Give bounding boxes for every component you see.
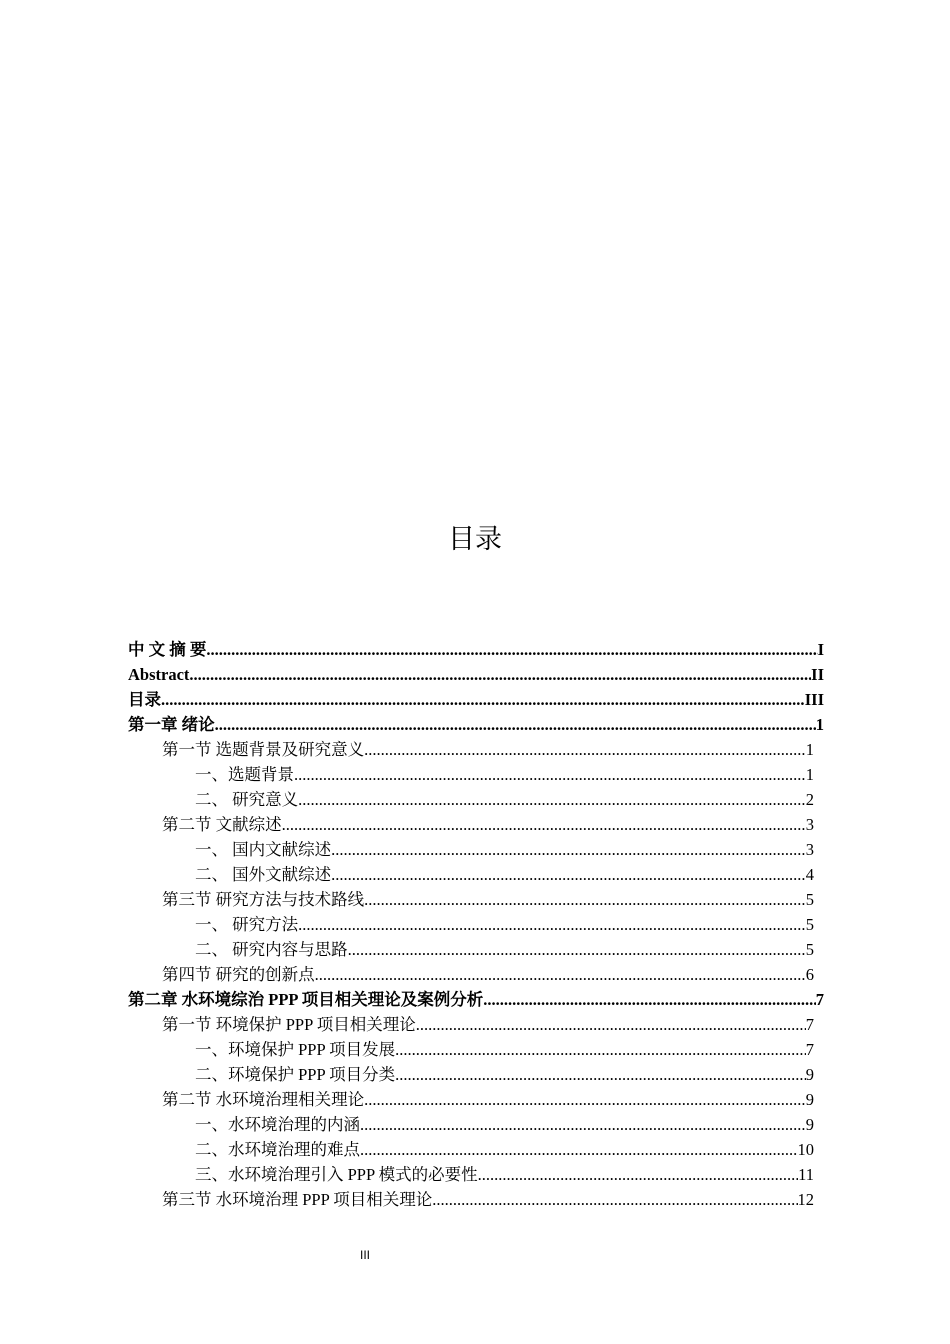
toc-entry-label: 第二节 水环境治理相关理论 xyxy=(162,1090,365,1109)
toc-dot-leader xyxy=(364,1087,806,1112)
toc-dot-leader xyxy=(416,1012,806,1037)
toc-entry[interactable] xyxy=(128,937,824,962)
toc-entry-label: 中 文 摘 要 xyxy=(128,640,207,659)
toc-entry-label: 第一章 绪论 xyxy=(128,715,215,734)
toc-entry-label: 二、 研究内容与思路 xyxy=(195,940,348,959)
toc-dot-leader xyxy=(331,837,806,862)
toc-entry[interactable] xyxy=(128,712,824,737)
toc-entry-label: 第三节 研究方法与技术路线 xyxy=(162,890,365,909)
toc-dot-leader xyxy=(206,637,817,662)
toc-entry-page-number: III xyxy=(804,690,824,709)
toc-entry-label: Abstract xyxy=(128,665,190,684)
toc-entry-page-number: 5 xyxy=(805,940,814,959)
toc-entry-page-number: 7 xyxy=(805,1015,814,1034)
toc-entry[interactable] xyxy=(128,737,824,762)
toc-entry-label: 目录 xyxy=(128,690,161,709)
toc-entry-label: 一、环境保护 PPP 项目发展 xyxy=(195,1040,396,1059)
toc-dot-leader xyxy=(395,1062,806,1087)
toc-entry[interactable] xyxy=(128,1187,824,1212)
toc-entry-label: 二、水环境治理的难点 xyxy=(195,1140,360,1159)
toc-entry-label: 二、 国外文献综述 xyxy=(195,865,332,884)
toc-entry-label: 第二节 文献综述 xyxy=(162,815,282,834)
toc-entry[interactable] xyxy=(128,962,824,987)
toc-entry-page-number: 6 xyxy=(805,965,814,984)
toc-dot-leader xyxy=(395,1037,806,1062)
toc-dot-leader xyxy=(315,962,806,987)
toc-entry-page-number: 7 xyxy=(805,1040,814,1059)
page-title: 目录 xyxy=(448,524,502,555)
toc-entry[interactable] xyxy=(128,687,824,712)
toc-entry-page-number: 9 xyxy=(805,1065,814,1084)
toc-entry-label: 第一节 选题背景及研究意义 xyxy=(162,740,365,759)
toc-entry[interactable] xyxy=(128,1037,824,1062)
toc-entry-page-number: 2 xyxy=(805,790,814,809)
toc-dot-leader xyxy=(282,812,806,837)
toc-entry-label: 二、环境保护 PPP 项目分类 xyxy=(195,1065,396,1084)
toc-entry[interactable] xyxy=(128,787,824,812)
toc-dot-leader xyxy=(364,887,806,912)
toc-entry-page-number: 5 xyxy=(805,915,814,934)
toc-entry-page-number: II xyxy=(811,665,824,684)
toc-entry-label: 一、水环境治理的内涵 xyxy=(195,1115,360,1134)
toc-entry-page-number: 3 xyxy=(805,815,814,834)
toc-dot-leader xyxy=(298,912,806,937)
toc-entry-page-number: 9 xyxy=(805,1090,814,1109)
toc-entry-label: 三、水环境治理引入 PPP 模式的必要性 xyxy=(195,1165,478,1184)
toc-entry-label: 一、 国内文献综述 xyxy=(195,840,332,859)
toc-entry[interactable] xyxy=(128,1012,824,1037)
toc-entry[interactable] xyxy=(128,987,824,1012)
toc-entry-label: 第一节 环境保护 PPP 项目相关理论 xyxy=(162,1015,416,1034)
toc-dot-leader xyxy=(294,762,806,787)
toc-dot-leader xyxy=(189,662,811,687)
toc-entry[interactable] xyxy=(128,887,824,912)
toc-dot-leader xyxy=(478,1162,798,1187)
toc-entry[interactable] xyxy=(128,762,824,787)
toc-entry-label: 一、选题背景 xyxy=(195,765,294,784)
toc-entry-page-number: I xyxy=(817,640,824,659)
toc-entry[interactable] xyxy=(128,1162,824,1187)
toc-entry-page-number: 10 xyxy=(797,1140,814,1159)
toc-dot-leader xyxy=(360,1112,806,1137)
table-of-contents xyxy=(128,637,824,1212)
toc-entry-page-number: 1 xyxy=(805,765,814,784)
toc-entry-label: 第三节 水环境治理 PPP 项目相关理论 xyxy=(162,1190,433,1209)
toc-entry[interactable] xyxy=(128,1137,824,1162)
toc-entry-page-number: 4 xyxy=(805,865,814,884)
toc-dot-leader xyxy=(298,787,806,812)
toc-entry-label: 第二章 水环境综治 PPP 项目相关理论及案例分析 xyxy=(128,990,484,1009)
toc-entry-page-number: 3 xyxy=(805,840,814,859)
toc-entry-page-number: 9 xyxy=(805,1115,814,1134)
toc-dot-leader xyxy=(348,937,806,962)
toc-entry-label: 一、 研究方法 xyxy=(195,915,299,934)
toc-entry-page-number: 11 xyxy=(798,1165,814,1184)
toc-entry[interactable] xyxy=(128,637,824,662)
toc-dot-leader xyxy=(331,862,806,887)
toc-entry-page-number: 1 xyxy=(805,740,814,759)
toc-dot-leader xyxy=(364,737,806,762)
toc-dot-leader xyxy=(161,687,805,712)
toc-entry-page-number: 5 xyxy=(805,890,814,909)
toc-entry[interactable] xyxy=(128,812,824,837)
footer-page-number: III xyxy=(359,1248,370,1262)
toc-entry-label: 第四节 研究的创新点 xyxy=(162,965,315,984)
toc-entry-page-number: 1 xyxy=(815,715,824,734)
toc-entry-label: 二、 研究意义 xyxy=(195,790,299,809)
toc-dot-leader xyxy=(483,987,816,1012)
toc-entry[interactable] xyxy=(128,1062,824,1087)
toc-dot-leader xyxy=(432,1187,797,1212)
toc-entry[interactable] xyxy=(128,1112,824,1137)
toc-entry[interactable] xyxy=(128,662,824,687)
toc-entry-page-number: 7 xyxy=(815,990,824,1009)
toc-entry[interactable] xyxy=(128,862,824,887)
toc-dot-leader xyxy=(360,1137,798,1162)
toc-entry[interactable] xyxy=(128,912,824,937)
toc-entry[interactable] xyxy=(128,837,824,862)
toc-entry-page-number: 12 xyxy=(797,1190,814,1209)
toc-entry[interactable] xyxy=(128,1087,824,1112)
toc-dot-leader xyxy=(215,712,816,737)
